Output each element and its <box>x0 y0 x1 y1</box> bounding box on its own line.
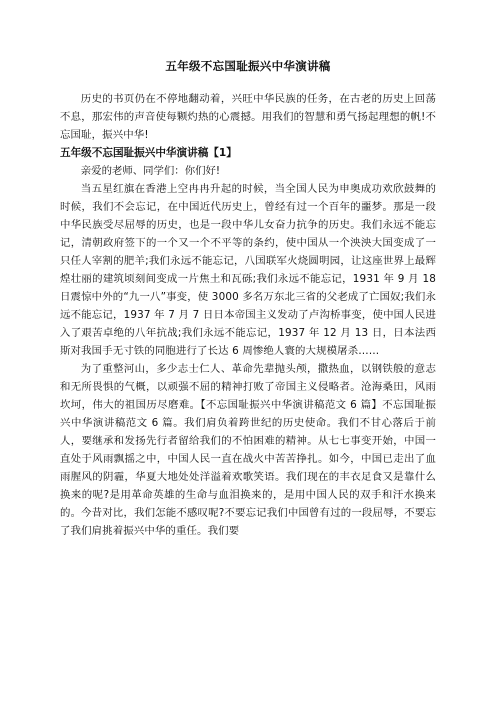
body-paragraph-1: 当五星红旗在香港上空冉冉升起的时候，当全国人民为申奥成功欢欣鼓舞的时候，我们不会忘记，在中国近代历史上，曾经有过一个百年的噩梦。那是一段中华民族受尽屈辱的历史，也是一段中华儿女奋力抗争的历史。我们永远不能忘记，清朝政府签下的一个又一个不平等的条约，使中国从一个泱泱大国变成了一只任人宰割的肥羊;我们永远不能忘记，八国联军火烧圆明园，让这座世界上最辉煌壮丽的建筑顷刻间变成一片焦土和瓦砾;我们永远不能忘记，1931 年 9 月 18 日震惊中外的“九一八”事变，使 3000 多名万东北三省的父老成了亡国奴;我们永远不能忘记，1937 年 7 月 7 日日本帝国主义发动了卢沟桥事变，使中国人民进入了艰苦卓绝的八年抗战;我们永远不能忘记，1937 年 12 月 13 日，日本法西斯对我国手无寸铁的同胞进行了长达 6 周惨绝人寰的大规模屠杀…… <box>60 183 436 357</box>
section-heading: 五年级不忘国耻振兴中华演讲稿【1】 <box>60 147 237 159</box>
document-page <box>60 58 436 540</box>
document-title: 五年级不忘国耻振兴中华演讲稿 <box>165 59 331 73</box>
body-paragraph-2: 为了重整河山，多少志士仁人、革命先辈抛头颅，撒热血，以钢铁般的意志和无所畏惧的气概，以顽强不屈的精神打败了帝国主义侵略者。沧海桑田，风雨坎坷，伟大的祖国历尽磨难。【不忘国耻振兴中华演讲稿范文 6 篇】不忘国耻振兴中华演讲稿范文 6 篇。我们肩负着跨世纪的历史使命。我们不甘心落后于前人，要继承和发扬先行者留给我们的不怕困难的精神。从七七事变开始，中国一直处于风雨飘摇之中，中国人民一直在战火中苦苦挣扎。如今，中国已走出了血雨腥风的阴霾，华夏大地处处洋溢着欢歌笑语。我们现在的丰衣足食又是靠什么换来的呢?是用革命英雄的生命与血泪换来的，是用中国人民的双手和汗水换来的。今昔对比，我们怎能不感叹呢?不要忘记我们中国曾有过的一段屈辱，不要忘了我们肩挑着振兴中华的重任。我们要 <box>60 363 436 537</box>
intro-paragraph: 历史的书页仍在不停地翻动着，兴旺中华民族的任务，在古老的历史上回荡不息，那宏伟的声音使每颗灼热的心震撼。用我们的智慧和勇气扬起理想的帆!不忘国耻，振兴中华! <box>60 93 436 141</box>
greeting-line: 亲爱的老师、同学们：你们好! <box>80 165 221 177</box>
